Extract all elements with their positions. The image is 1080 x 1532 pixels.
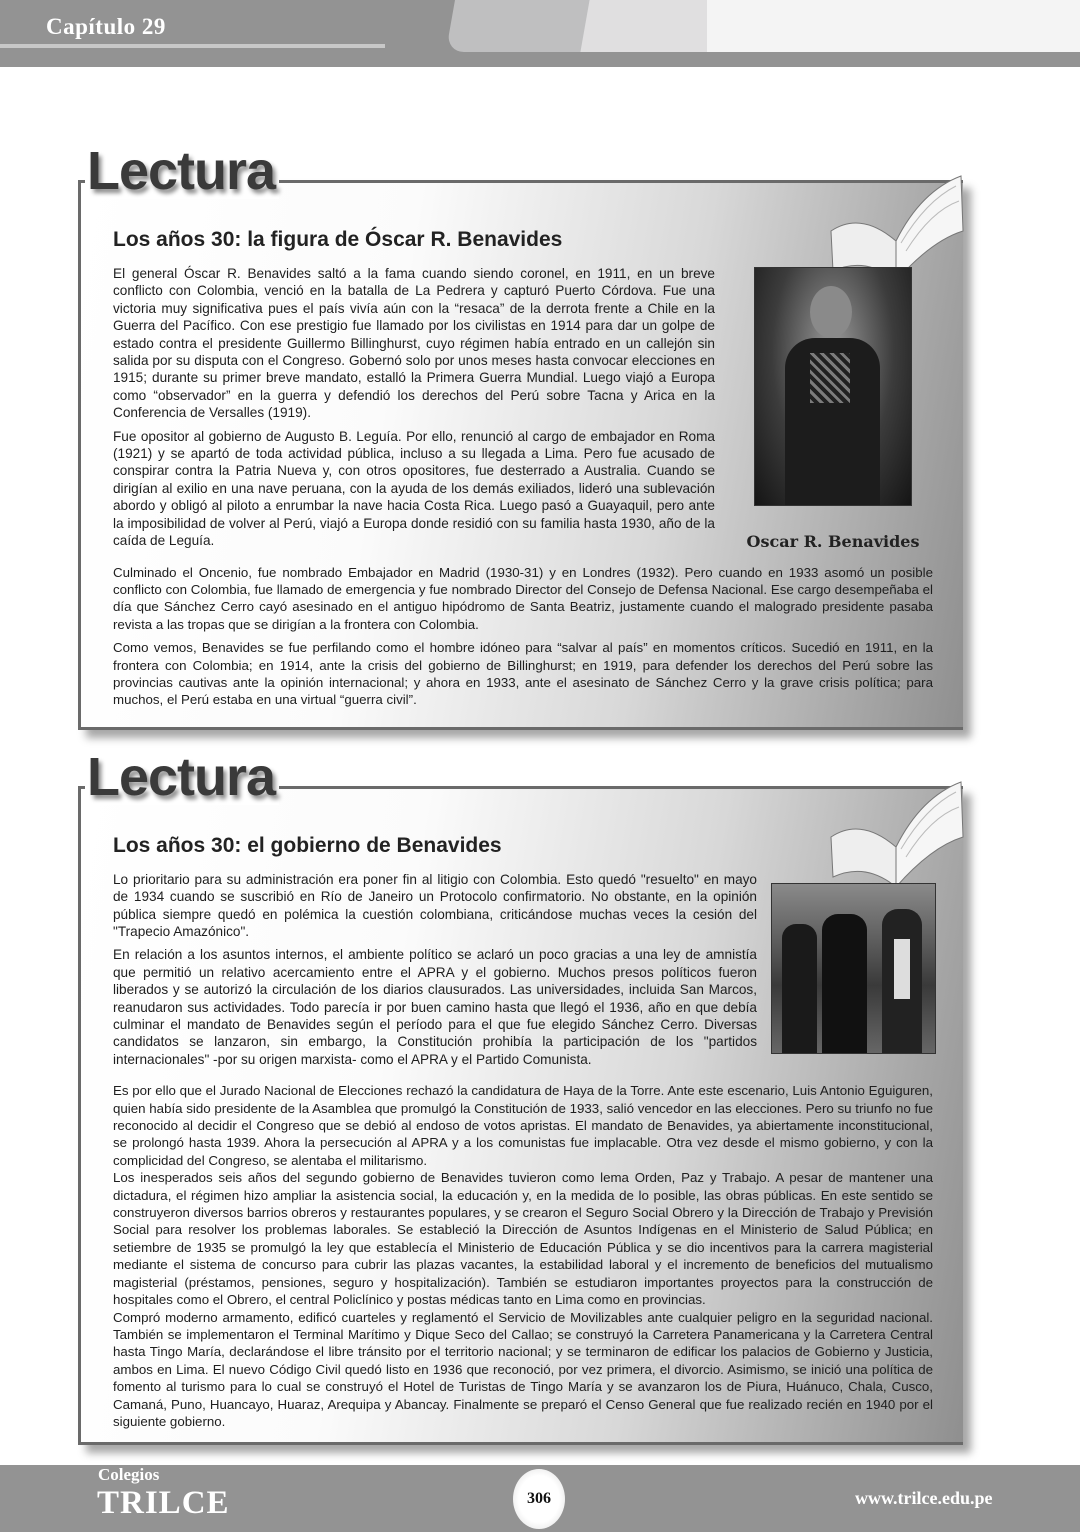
chapter-label: Capítulo 29 bbox=[46, 14, 166, 39]
header-decoration bbox=[446, 0, 595, 52]
website-link[interactable]: www.trilce.edu.pe bbox=[855, 1488, 993, 1509]
header-decoration bbox=[707, 0, 1080, 52]
paragraph: Lo prioritario para su administración era poner fin al litigio con Colombia. Esto quedó "resuelto" en mayo de 1934 cuando se suscribió en Río de Janeiro un Protocolo confirmatorio. No obstante, en la opinión pública siempre quedó en polémica la cuestión colombiana, criticándose muchas veces la cesión del "Trapecio Amazónico". bbox=[113, 871, 757, 939]
reading-box-1 bbox=[78, 141, 963, 730]
paragraph: Es por ello que el Jurado Nacional de Elecciones rechazó la candidatura de Haya de la Torre. Ante este escenario, Luis Antonio Eguiguren, quien había sido presidente de la Asamblea que promulgó la Constitución de 1933, salió vencedor en las elecciones. Pero su triunfo no fue reconocido al decidir el Congreso que se debió al endoso de votos apristas. El mandato de Benavides, ya abiertamente inconstitucional, se prolongó hasta 1939. Ahora la persecución al APRA y a los comunistas fue implacable. Otra vez desde el mismo gobierno, y con la complicidad del Congreso, se alentaba el militarismo. bbox=[113, 1083, 933, 1168]
benavides-portrait-photo bbox=[754, 267, 912, 506]
paragraph: El general Óscar R. Benavides saltó a la fama cuando siendo coronel, en 1911, en un breve conflicto con Colombia, venció en la batalla de La Pedrera y capturó Puerto Córdova. Fue una victoria muy significativa pues el país vivía aún con la “resaca” de la derrota frente a Chile en la Guerra del Pacífico. Con ese prestigio fue llamado por los civilistas en 1914 para dar un golpe de estado contra el presidente Guillermo Billinghurst, cuyo régimen había entrado en un callejón sin salida por su disputa con el Congreso. Gobernó solo por unos meses hasta convocar elecciones en 1915; durante su primer breve mandato, estalló la Primera Guerra Mundial. Luego viajó a Europa como “observador” en la guerra y defendió los derechos del Perú sobre Tacna y Arica en la Conferencia de Versalles (1919). bbox=[113, 266, 715, 421]
page-number: 306 bbox=[513, 1469, 565, 1529]
reading-full-text bbox=[113, 564, 933, 709]
brand-logo: TRILCE bbox=[97, 1485, 230, 1522]
page-footer bbox=[0, 1465, 1080, 1532]
reading-side-text bbox=[113, 871, 757, 1074]
brand-small: Colegios bbox=[98, 1465, 160, 1485]
group-figure bbox=[771, 871, 936, 1054]
paragraph: Como vemos, Benavides se fue perfilando como el hombre idóneo para “salvar al país” en momentos críticos. Sucedió en 1911, en la frontera con Colombia; en 1914, ante la crisis del gobierno de Billinghurst; en 1919, para defender los derechos del Perú sobre las provincias cautivas ante la opinión internacional; y ahora en 1933, ante el asesinato de Sánchez Cerro y la grave crisis política; para muchos, el Perú estaba en una virtual “guerra civil”. bbox=[113, 640, 933, 708]
header-rule bbox=[0, 44, 385, 48]
reading-side-text bbox=[113, 265, 715, 556]
reading-heading: Lectura bbox=[85, 749, 279, 805]
portrait-figure bbox=[733, 265, 933, 552]
reading-side-row bbox=[113, 265, 933, 556]
paragraph: Compró moderno armamento, edificó cuarteles y reglamentó el Servicio de Movilizables ante cualquier peligro en la seguridad nacional. También se implementaron el Terminal Marítimo y Dique Seco del Callao; se construyó la Carretera Panamericana y la Carretera Central hasta Tingo María, declarándose el libre tránsito por el territorio nacional; y se terminaron de edificar los palacios de Gobierno y Justicia, ambos en Lima. El nuevo Código Civil quedó listo en 1936 que reconoció, por vez primera, el divorcio. Asimismo, se inició una política de fomento al turismo para lo cual se construyó el Hotel de Turistas de Tingo María y se avanzaron los de Piura, Huánuco, Chala, Cusco, Camaná, Puno, Huancayo, Huaraz, Arequipa y Abancay. Finalmente se preparó el Censo General que fue realizado recién en 1940 por el siguiente gobierno. bbox=[113, 1309, 933, 1429]
reading-box-2 bbox=[78, 746, 963, 1446]
page-content bbox=[0, 67, 1080, 1465]
reading-heading: Lectura bbox=[85, 143, 279, 199]
reading-title: Los años 30: la figura de Óscar R. Benavides bbox=[113, 228, 563, 251]
reading-full-text bbox=[113, 1082, 933, 1430]
reading-title: Los años 30: el gobierno de Benavides bbox=[113, 833, 502, 857]
page-header bbox=[0, 0, 1080, 67]
reading-side-row bbox=[113, 871, 933, 1074]
paragraph: Fue opositor al gobierno de Augusto B. Leguía. Por ello, renunció al cargo de embajador en Roma (1921) y se apartó de toda actividad pública, incluso a su llegada a Lima. Pero fue acusado de conspirar contra la Patria Nueva y, con otros opositores, fue desterrado a Australia. Cuando se dirigían al exilio en una nave peruana, con la ayuda de los demás exiliados, lideró una sublevación abordo y obligó al piloto a enrumbar la nave hacia Costa Rica. Luego pasó a Guayaquil, pero ante la imposibilidad de volver al Perú, viajó a Europa donde residió con su familia hasta 1930, año de la caída de Leguía. bbox=[113, 428, 715, 549]
paragraph: Los inesperados seis años del segundo gobierno de Benavides tuvieron como lema Orden, Paz y Trabajo. A pesar de mantener una dictadura, el régimen hizo ampliar la asistencia social, la educación y, en la medida de lo posible, las obras públicas. En este sentido se construyeron diversos barrios obreros y restaurantes populares, y se crearon el Seguro Social Obrero y la Dirección de Trabajo y Previsión Social para resolver los problemas laborales. Se estableció la Dirección de Asuntos Indígenas en el Ministerio de Salud Pública; en setiembre de 1935 se promulgó la ley que establecía el Ministerio de Educación Pública y se dio incentivos para la carrera magisterial mediante el sistema de concurso para cubrir las plazas vacantes, la estabilidad laboral y el incremento de beneficios del mutualismo magisterial (préstamos, pensiones, seguro y hospitalización). También se estudiaron importantes proyectos para la construcción de hospitales como el Obrero, el central Policlínico y postas médicas tanto en Lima como en provincias. bbox=[113, 1170, 933, 1308]
government-group-photo bbox=[771, 883, 936, 1054]
header-decoration bbox=[580, 0, 719, 52]
paragraph: En relación a los asuntos internos, el ambiente político se aclaró un poco gracias a una ley de amnistía que permitió un relativo acercamiento entre el APRA y el gobierno. Muchos presos políticos fueron liberados y se autorizó la circulación de los diarios clausurados. Las universidades, incluida San Marcos, reanudaron sus actividades. Todo parecía ir por buen camino hasta que llegó el 1936, año en que debía culminar el mandato de Benavides según el período para el que fue elegido Sánchez Cerro. Diversas candidatos se lanzaron, sin embargo, la Constitución prohibía la participación de los "partidos internacionales" -por su origen marxista- como el APRA y el Partido Comunista. bbox=[113, 947, 757, 1067]
photo-caption: Oscar R. Benavides bbox=[746, 532, 920, 551]
paragraph: Culminado el Oncenio, fue nombrado Embajador en Madrid (1930-31) y en Londres (1932). Pero cuando en 1933 asomó un posible conflicto con Colombia, fue llamado de emergencia y fue nombrado Director del Consejo de Defensa Nacional. Ese cargo desempeñaba el día que Sánchez Cerro cayó asesinado en el antiguo hipódromo de Santa Beatriz, justamente cuando el malogrado presidente pasaba revista a las tropas que se dirigían a la frontera con Colombia. bbox=[113, 564, 933, 632]
